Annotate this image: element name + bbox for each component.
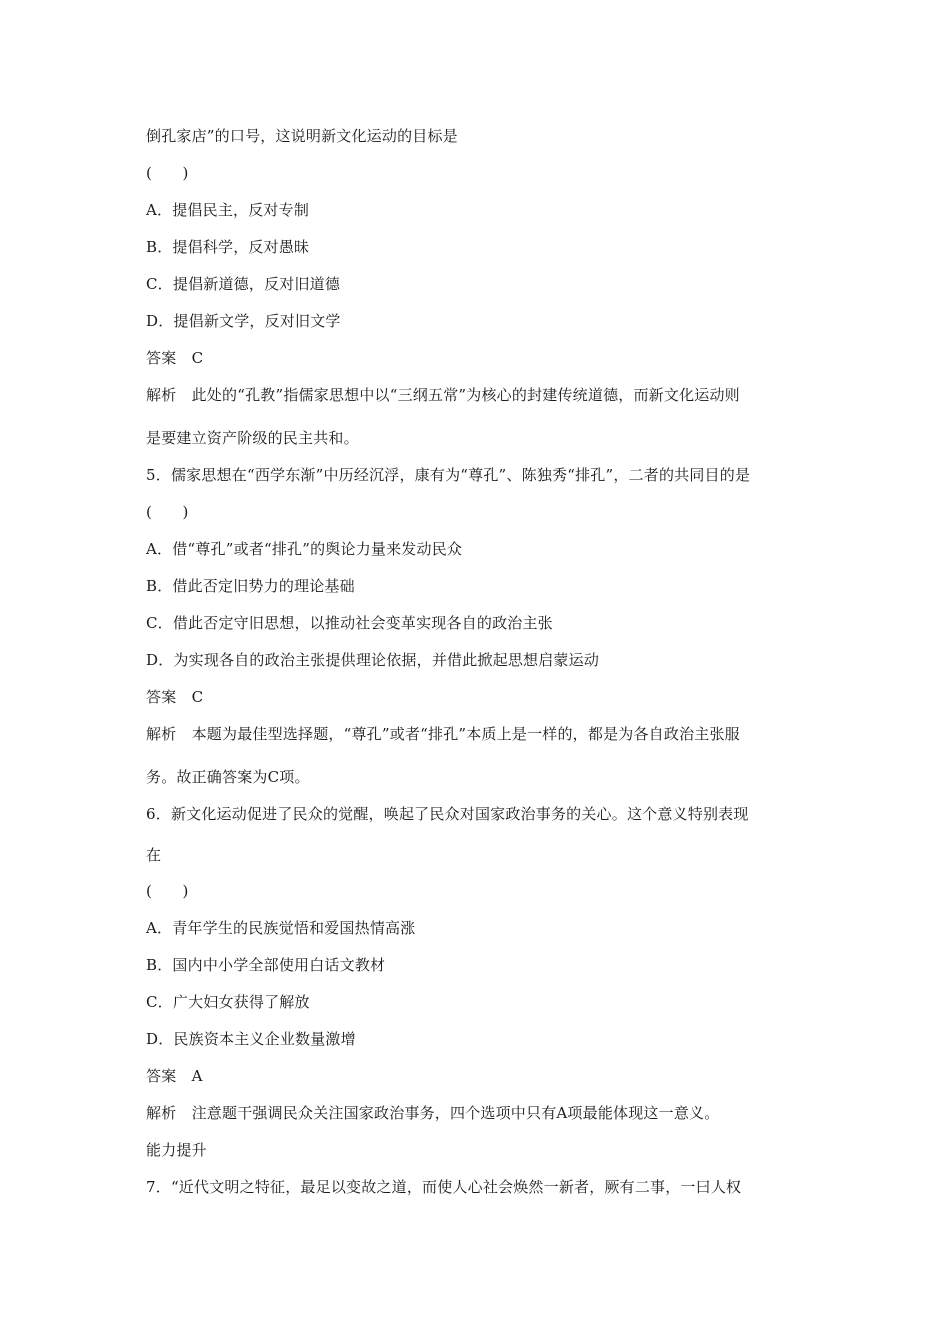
analysis-text: 解析 本题为最佳型选择题，“尊孔”或者“排孔”本质上是一样的，都是为各自政治主张服 bbox=[146, 725, 740, 743]
answer-label: 答案 C bbox=[146, 688, 204, 706]
answer-label: 答案 A bbox=[146, 1067, 203, 1085]
question-7: 7．“近代文明之特征，最足以变故之道，而使人心社会焕然一新者，厥有二事，一曰人权 bbox=[146, 1178, 742, 1196]
option-b: B．提倡科学，反对愚昧 bbox=[146, 238, 310, 256]
answer-blank: ( ) bbox=[146, 882, 189, 900]
analysis-text: 务。故正确答案为C项。 bbox=[146, 768, 310, 786]
analysis-text: 解析 注意题干强调民众关注国家政治事务，四个选项中只有A项最能体现这一意义。 bbox=[146, 1104, 720, 1122]
option-d: D．为实现各自的政治主张提供理论依据，并借此掀起思想启蒙运动 bbox=[146, 651, 600, 669]
section-heading: 能力提升 bbox=[146, 1141, 207, 1159]
question-6: 在 bbox=[146, 846, 162, 864]
answer-label: 答案 C bbox=[146, 349, 204, 367]
analysis-text: 解析 此处的“孔教”指儒家思想中以“三纲五常”为核心的封建传统道德，而新文化运动则 bbox=[146, 386, 740, 404]
option-d: D．民族资本主义企业数量激增 bbox=[146, 1030, 356, 1048]
option-b: B．借此否定旧势力的理论基础 bbox=[146, 577, 355, 595]
answer-blank: ( ) bbox=[146, 503, 189, 521]
analysis-text: 是要建立资产阶级的民主共和。 bbox=[146, 429, 359, 447]
text-line: 倒孔家店”的口号，这说明新文化运动的目标是 bbox=[146, 127, 458, 145]
option-a: A．借“尊孔”或者“排孔”的舆论力量来发动民众 bbox=[146, 540, 463, 558]
question-6: 6．新文化运动促进了民众的觉醒，唤起了民众对国家政治事务的关心。这个意义特别表现 bbox=[146, 805, 749, 823]
option-d: D．提倡新文学，反对旧文学 bbox=[146, 312, 341, 330]
option-a: A．提倡民主，反对专制 bbox=[146, 201, 310, 219]
option-b: B．国内中小学全部使用白话文教材 bbox=[146, 956, 386, 974]
question-5: 5．儒家思想在“西学东渐”中历经沉浮，康有为“尊孔”、陈独秀“排孔”，二者的共同目的是 bbox=[146, 466, 751, 484]
option-a: A．青年学生的民族觉悟和爱国热情高涨 bbox=[146, 919, 416, 937]
answer-blank: ( ) bbox=[146, 164, 189, 182]
option-c: C．借此否定守旧思想，以推动社会变革实现各自的政治主张 bbox=[146, 614, 553, 632]
option-c: C．提倡新道德，反对旧道德 bbox=[146, 275, 341, 293]
option-c: C．广大妇女获得了解放 bbox=[146, 993, 310, 1011]
